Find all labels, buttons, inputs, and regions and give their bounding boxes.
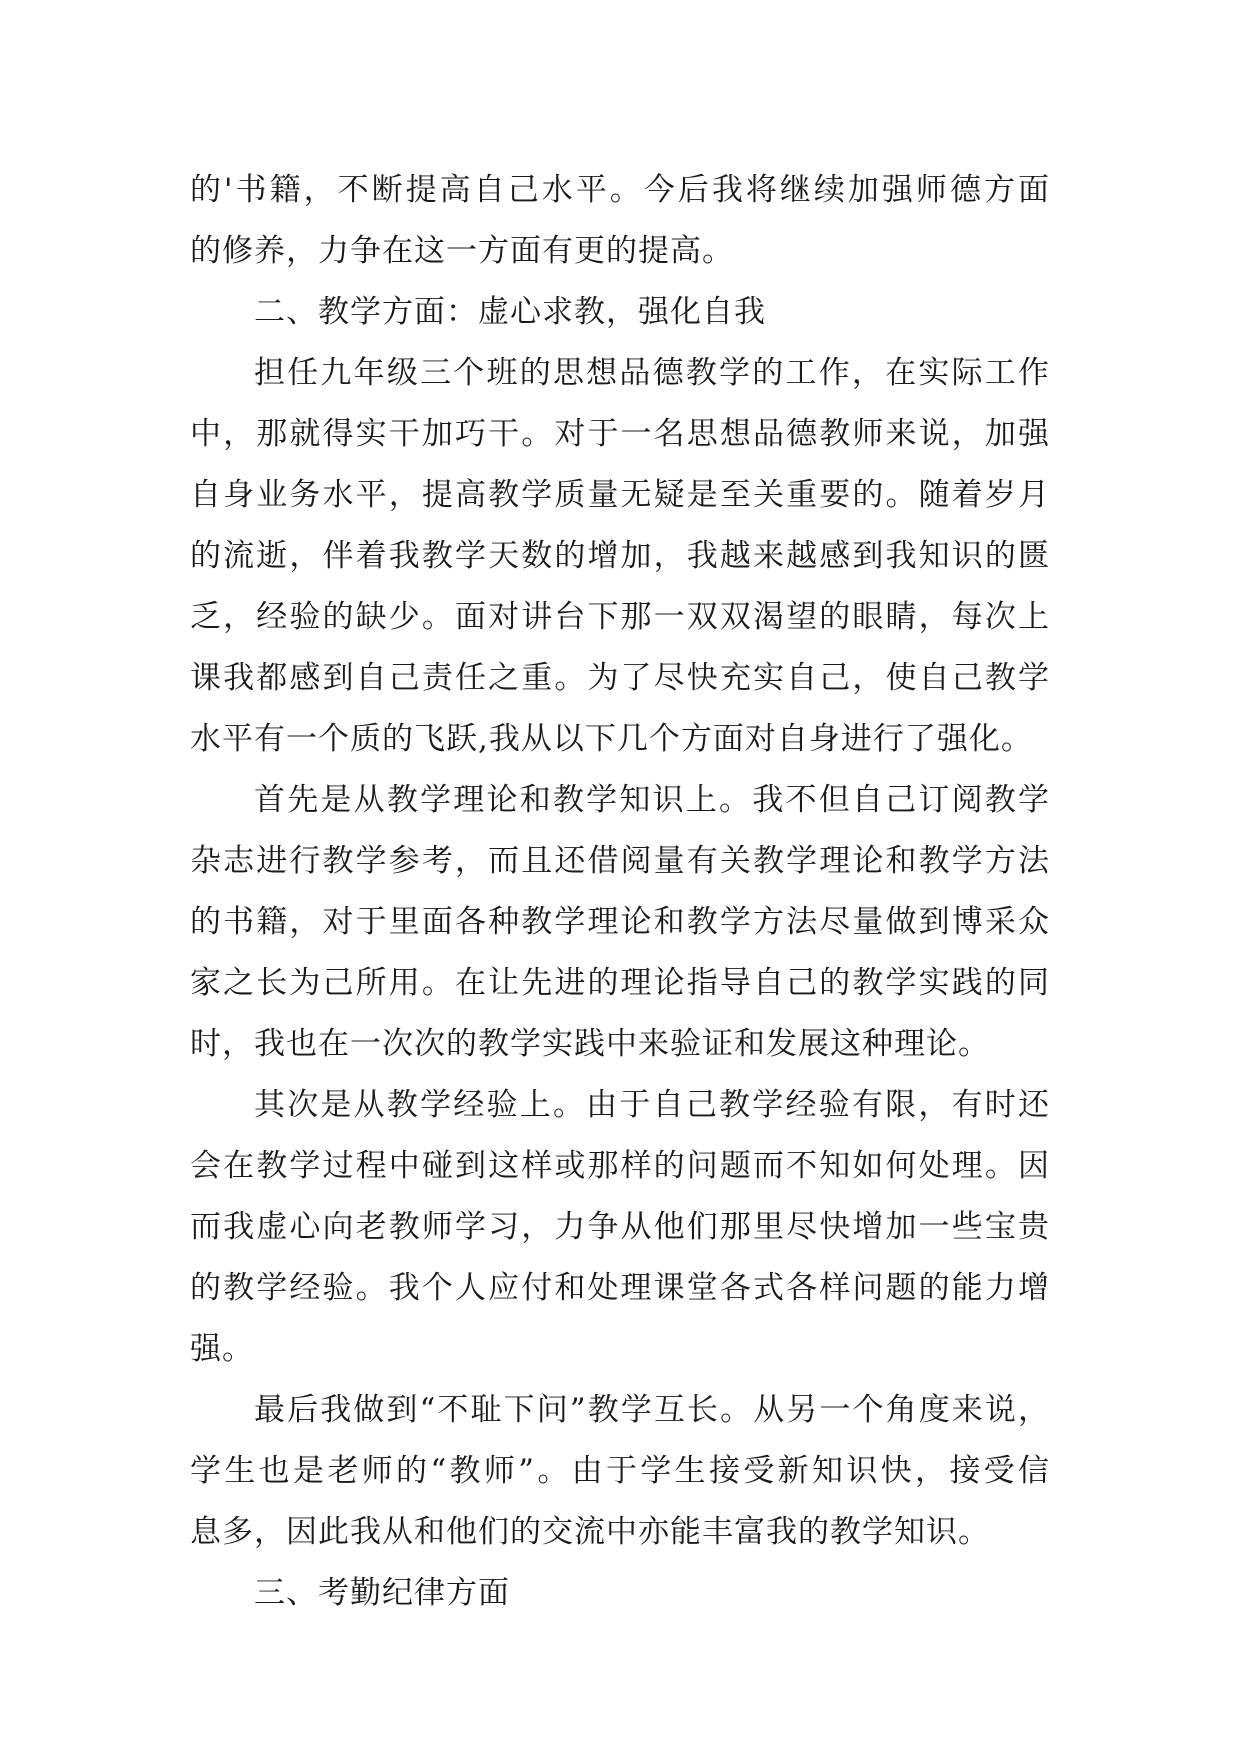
text-line: 而我虚心向老教师学习，力争从他们那里尽快增加一些宝贵 bbox=[190, 1209, 1050, 1245]
text-line: 中，那就得实干加巧干。对于一名思想品德教师来说，加强 bbox=[190, 416, 1050, 452]
document-body bbox=[190, 160, 1050, 1624]
text-line: 水平有一个质的飞跃,我从以下几个方面对自身进行了强化。 bbox=[190, 721, 1033, 757]
text-line: 担任九年级三个班的思想品德教学的工作，在实际工作 bbox=[254, 355, 1050, 391]
text-line: 的书籍，对于里面各种教学理论和教学方法尽量做到博采众 bbox=[190, 904, 1050, 940]
text-line: 的流逝，伴着我教学天数的增加，我越来越感到我知识的匮 bbox=[190, 538, 1050, 574]
text-line: 自身业务水平，提高教学质量无疑是至关重要的。随着岁月 bbox=[190, 477, 1050, 513]
text-line: 强。 bbox=[190, 1331, 254, 1367]
text-line: 的修养，力争在这一方面有更的提高。 bbox=[190, 233, 734, 269]
text-line: 最后我做到“不耻下问”教学互长。从另一个角度来说， bbox=[254, 1392, 1050, 1428]
text-line: 二、教学方面：虚心求教，强化自我 bbox=[254, 294, 766, 330]
text-line: 的教学经验。我个人应付和处理课堂各式各样问题的能力增 bbox=[190, 1270, 1050, 1306]
text-line: 家之长为己所用。在让先进的理论指导自己的教学实践的同 bbox=[190, 965, 1050, 1001]
text-line: 三、考勤纪律方面 bbox=[254, 1575, 510, 1611]
text-line: 学生也是老师的“教师”。由于学生接受新知识快，接受信 bbox=[190, 1453, 1050, 1489]
text-line: 课我都感到自己责任之重。为了尽快充实自己，使自己教学 bbox=[190, 660, 1050, 696]
text-line: 的'书籍，不断提高自己水平。今后我将继续加强师德方面 bbox=[190, 172, 1050, 208]
text-line: 会在教学过程中碰到这样或那样的问题而不知如何处理。因 bbox=[190, 1148, 1050, 1184]
text-line: 息多，因此我从和他们的交流中亦能丰富我的教学知识。 bbox=[190, 1514, 990, 1550]
text-line: 乏，经验的缺少。面对讲台下那一双双渴望的眼睛，每次上 bbox=[190, 599, 1050, 635]
text-line: 时，我也在一次次的教学实践中来验证和发展这种理论。 bbox=[190, 1026, 990, 1062]
text-line: 杂志进行教学参考，而且还借阅量有关教学理论和教学方法 bbox=[190, 843, 1050, 879]
text-line: 首先是从教学理论和教学知识上。我不但自己订阅教学 bbox=[254, 782, 1050, 818]
text-line: 其次是从教学经验上。由于自己教学经验有限，有时还 bbox=[254, 1087, 1050, 1123]
